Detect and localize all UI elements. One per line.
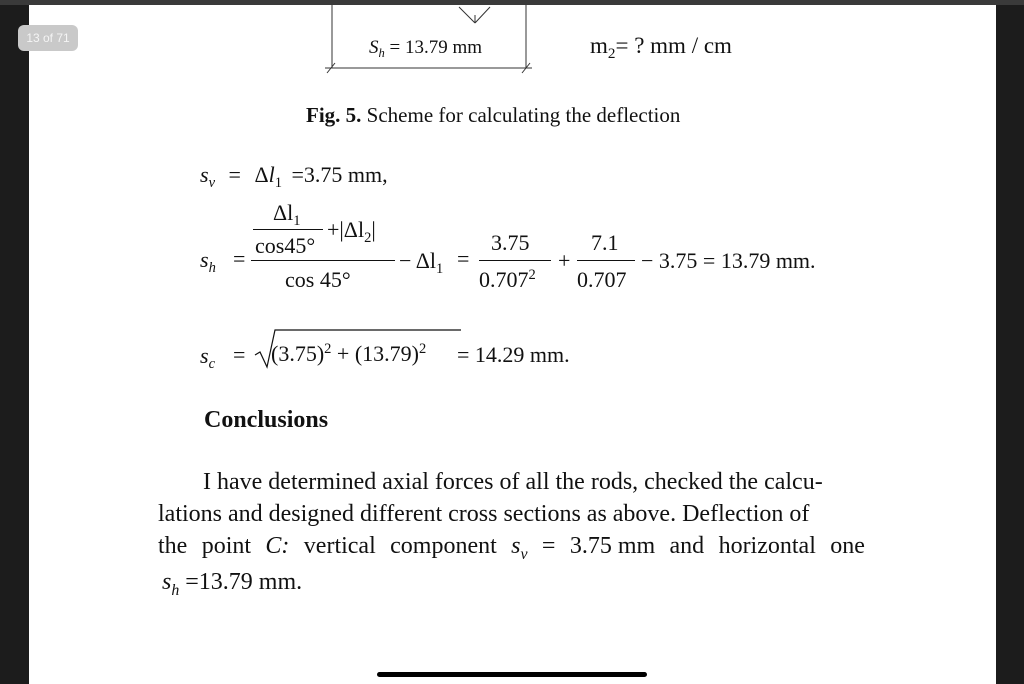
- sh-figure-label: $S_h = 13.79$ mm: [369, 37, 483, 61]
- document-page[interactable]: $S_h = 13.79$ mm $m_2=$ ? mm / cm Fig. 5. Scheme for calculating the deflection $s_v = \Delta l_1 =3.75$ mm, $s_h$ = $\Delta l_1$ cos45° $+|\Delta l_2|$ cos 45° − $\Delta l_1$ = 3.75 $0.707^2$ + 7.1 0.707 − 3.75 = 13.79 mm. $s_c$ = $(3.75)^2 + (13.79)^2$ = 14.29 mm. Conclusions I have determined axial forces of all the rods, checked the calcu- lations and designed different cross sections as above. Deflection of the point C: vertical component $s_v$ = 3.75 mm and horizontal one $s_h =13.79$ mm.: [29, 5, 996, 684]
- m2-label: $m_2=$ ? mm / cm: [590, 33, 732, 63]
- figure-diagram: [29, 5, 996, 80]
- conclusion-line-4: $s_h =13.79$ mm.: [162, 569, 303, 599]
- conclusion-line-2: lations and designed different cross sections as above. Deflection of: [158, 501, 810, 527]
- equation-sv: $s_v = \Delta l_1 =3.75$ mm,: [200, 162, 388, 192]
- home-indicator[interactable]: [377, 672, 647, 677]
- conclusion-line-1: I have determined axial forces of all the rods, checked the calcu-: [203, 469, 823, 495]
- page-counter: 13 of 71: [18, 25, 78, 51]
- conclusion-line-3: the point C: vertical component $s_v$ = 3.75 mm and horizontal one: [158, 533, 865, 563]
- section-heading-conclusions: Conclusions: [204, 407, 329, 433]
- figure-caption: Fig. 5. Scheme for calculating the deflection: [306, 103, 681, 127]
